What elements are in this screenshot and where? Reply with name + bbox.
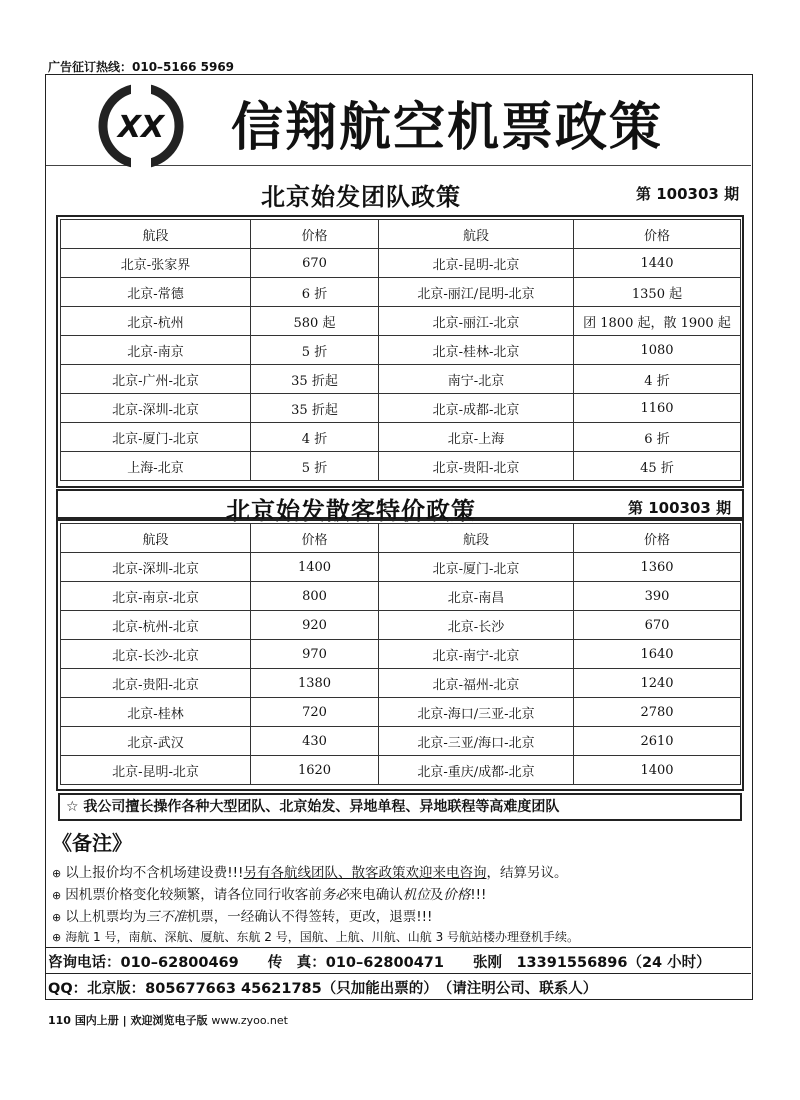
route-cell: 北京-南京 — [61, 336, 251, 365]
route-cell: 北京-杭州-北京 — [61, 611, 251, 640]
route-cell: 北京-上海 — [379, 423, 574, 452]
route-cell: 北京-丽江/昆明-北京 — [379, 278, 574, 307]
logo-text: XX — [117, 110, 165, 145]
price-cell: 4 折 — [574, 365, 741, 394]
price-cell: 6 折 — [251, 278, 379, 307]
individual-policy-table — [60, 523, 741, 785]
price-cell: 1240 — [574, 669, 741, 698]
price-cell: 670 — [574, 611, 741, 640]
route-cell: 北京-重庆/成都-北京 — [379, 756, 574, 785]
route-cell: 北京-昆明-北京 — [379, 249, 574, 278]
column-header: 航段 — [379, 220, 574, 249]
bullet-icon: ⊕ — [52, 911, 62, 924]
route-cell: 上海-北京 — [61, 452, 251, 481]
table-row — [61, 278, 741, 307]
note-2: ⊕ 因机票价格变化较频繁，请各位同行收客前务必来电确认机位及价格!!! — [52, 887, 487, 903]
price-cell: 1160 — [574, 394, 741, 423]
group-policy-issue: 第 100303 期 — [636, 185, 740, 203]
price-cell: 2780 — [574, 698, 741, 727]
route-cell: 北京-广州-北京 — [61, 365, 251, 394]
contact-qq-line: QQ：北京版：805677663 45621785（只加能出票的） （请注明公司、联系人） — [48, 981, 598, 997]
price-cell: 390 — [574, 582, 741, 611]
table-header-row — [61, 220, 741, 249]
price-cell: 920 — [251, 611, 379, 640]
table-row — [61, 452, 741, 481]
hotline: 广告征订热线：010–5166 5969 — [48, 60, 235, 74]
route-cell: 北京-南宁-北京 — [379, 640, 574, 669]
route-cell: 北京-桂林-北京 — [379, 336, 574, 365]
table-row — [61, 611, 741, 640]
group-policy-title: 北京始发团队政策 — [261, 183, 461, 211]
route-cell: 北京-贵阳-北京 — [379, 452, 574, 481]
column-header: 航段 — [61, 524, 251, 553]
policy-frame — [45, 74, 753, 1000]
route-cell: 南宁-北京 — [379, 365, 574, 394]
individual-policy-title: 北京始发散客特价政策 — [226, 497, 476, 525]
table-row — [61, 423, 741, 452]
route-cell: 北京-常德 — [61, 278, 251, 307]
table-row — [61, 553, 741, 582]
column-header: 价格 — [574, 524, 741, 553]
note-4: ⊕ 海航 1 号，南航、深航、厦航、东航 2 号，国航、上航、川航、山航 3 号航站楼办理登机手续。 — [52, 930, 580, 944]
route-cell: 北京-厦门-北京 — [379, 553, 574, 582]
price-cell: 5 折 — [251, 452, 379, 481]
price-cell: 团 1800 起，散 1900 起 — [574, 307, 741, 336]
route-cell: 北京-三亚/海口-北京 — [379, 727, 574, 756]
price-cell: 970 — [251, 640, 379, 669]
price-cell: 1080 — [574, 336, 741, 365]
table-row — [61, 582, 741, 611]
column-header: 价格 — [574, 220, 741, 249]
table-row — [61, 365, 741, 394]
price-cell: 4 折 — [251, 423, 379, 452]
route-cell: 北京-南京-北京 — [61, 582, 251, 611]
individual-policy-issue: 第 100303 期 — [628, 499, 732, 517]
table-row — [61, 698, 741, 727]
route-cell: 北京-贵阳-北京 — [61, 669, 251, 698]
bullet-icon: ⊕ — [52, 931, 62, 944]
note-1: ⊕ 以上报价均不含机场建设费!!!另有各航线团队、散客政策欢迎来电咨询，结算另议。 — [52, 865, 568, 881]
footer-welcome: 欢迎浏览电子版 — [130, 1014, 208, 1027]
contact-divider — [46, 947, 751, 948]
route-cell: 北京-长沙-北京 — [61, 640, 251, 669]
specialty-statement: ☆ 我公司擅长操作各种大型团队、北京始发、异地单程、异地联程等高难度团队 — [58, 793, 742, 821]
route-cell: 北京-南昌 — [379, 582, 574, 611]
price-cell: 2610 — [574, 727, 741, 756]
price-cell: 1400 — [251, 553, 379, 582]
table-row — [61, 756, 741, 785]
price-cell: 1350 起 — [574, 278, 741, 307]
route-cell: 北京-深圳-北京 — [61, 394, 251, 423]
page-title: 信翔航空机票政策 — [231, 98, 664, 158]
table-row — [61, 640, 741, 669]
route-cell: 北京-厦门-北京 — [61, 423, 251, 452]
page-number: 110 — [48, 1014, 71, 1027]
price-cell: 1440 — [574, 249, 741, 278]
price-cell: 670 — [251, 249, 379, 278]
page-footer — [48, 1012, 288, 1028]
column-header: 航段 — [61, 220, 251, 249]
notes-title: 《备注》 — [52, 831, 132, 855]
column-header: 价格 — [251, 524, 379, 553]
route-cell: 北京-深圳-北京 — [61, 553, 251, 582]
group-policy-table — [60, 219, 741, 481]
price-cell: 580 起 — [251, 307, 379, 336]
table-header-row — [61, 524, 741, 553]
footer-section: 国内上册 — [74, 1014, 119, 1027]
price-cell: 5 折 — [251, 336, 379, 365]
price-cell: 35 折起 — [251, 365, 379, 394]
bullet-icon: ⊕ — [52, 867, 62, 880]
company-logo — [98, 83, 184, 169]
route-cell: 北京-杭州 — [61, 307, 251, 336]
table-row — [61, 727, 741, 756]
footer-url: www.zyoo.net — [211, 1014, 288, 1027]
price-cell: 1620 — [251, 756, 379, 785]
price-cell: 430 — [251, 727, 379, 756]
route-cell: 北京-福州-北京 — [379, 669, 574, 698]
table-row — [61, 669, 741, 698]
price-cell: 35 折起 — [251, 394, 379, 423]
price-cell: 45 折 — [574, 452, 741, 481]
header — [46, 75, 751, 166]
price-cell: 1640 — [574, 640, 741, 669]
route-cell: 北京-昆明-北京 — [61, 756, 251, 785]
route-cell: 北京-桂林 — [61, 698, 251, 727]
price-cell: 6 折 — [574, 423, 741, 452]
route-cell: 北京-长沙 — [379, 611, 574, 640]
table-row — [61, 249, 741, 278]
route-cell: 北京-武汉 — [61, 727, 251, 756]
price-cell: 720 — [251, 698, 379, 727]
contact-phone-line: 咨询电话：010–62800469 传 真：010–62800471 张刚 13391556896（24 小时） — [48, 955, 711, 971]
column-header: 航段 — [379, 524, 574, 553]
price-cell: 1360 — [574, 553, 741, 582]
route-cell: 北京-成都-北京 — [379, 394, 574, 423]
price-cell: 1380 — [251, 669, 379, 698]
table-row — [61, 336, 741, 365]
route-cell: 北京-张家界 — [61, 249, 251, 278]
note-3: ⊕ 以上机票均为三不准机票，一经确认不得签转，更改，退票!!! — [52, 909, 433, 925]
contact-divider — [46, 973, 751, 974]
table-row — [61, 394, 741, 423]
footer-separator: | — [122, 1014, 127, 1027]
bullet-icon: ⊕ — [52, 889, 62, 902]
table-row — [61, 307, 741, 336]
price-cell: 800 — [251, 582, 379, 611]
route-cell: 北京-海口/三亚-北京 — [379, 698, 574, 727]
column-header: 价格 — [251, 220, 379, 249]
price-cell: 1400 — [574, 756, 741, 785]
route-cell: 北京-丽江-北京 — [379, 307, 574, 336]
